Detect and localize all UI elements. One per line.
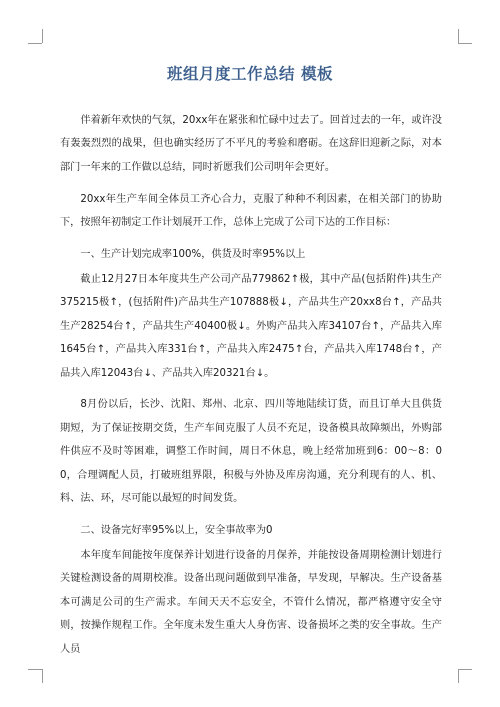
intro-paragraph: 伴着新年欢快的气氛，20xx年在紧张和忙碌中过去了。回首过去的一年，或许没有轰轰烈烈的战果，但也确实经历了不平凡的考验和磨砺。在这辞旧迎新之际，对本部门一年来的工作做以总结，同时祈愿我们公司明年会更好。: [60, 115, 442, 173]
crop-mark-top-right: [458, 29, 459, 43]
section-heading: 二、设备完好率95%以上，安全事故率为0: [80, 525, 273, 536]
summary-paragraph: 20xx年生产车间全体员工齐心合力，克服了种种不利因素，在相关部门的协助下，按照年初制定工作计划展开工作，总体上完成了公司下达的工作目标：: [60, 193, 442, 229]
equipment-paragraph: 本年度车间能按年度保养计划进行设备的月保养，并能按设备周期检测计划进行关键检测设备的周期校准。设备出现问题做到早准备，早发现，早解决。生产设备基本可满足公司的生产需求。车间天天不忘安全，不管什么情况，都严格遵守安全守则，按操作规程工作。全年度未发生重大人身伤害、设备损坏之类的安全事故。生产人员: [60, 549, 442, 655]
crop-mark-bottom-left: [28, 669, 42, 670]
section-heading: 一、生产计划完成率100%，供货及时率95%以上: [80, 249, 306, 261]
orders-paragraph: 8月份以后，长沙、沈阳、郑州、北京、四川等地陆续订货，而且订单大且供货期短，为了保证按期交货，生产车间克服了人员不充足，设备模具故障频出，外购部件供应不及时等困难，调整工作时间，周日不休息，晚上经常加班到6：00～8：00，合理调配人员，打破班组界限，积极与外协及库房沟通，充分利现有的人、机、料、法、环，尽可能以最短的时间发货。: [60, 399, 442, 505]
document-title: 班组月度工作总结 模板: [167, 65, 333, 83]
crop-mark-top-right: [458, 43, 472, 44]
crop-mark-bottom-right: [458, 669, 459, 683]
production-paragraph: 截止12月27日本年度共生产公司产品779862↑极，其中产品(包括附件)共生产375215极↑，(包括附件)产品共生产107888极↓，产品共生产20xx8台↑，产品共生产28254台↑，产品共生产40400极↓。外购产品共入库34107台↑，产品共入库1645台↑，产品共入库331台↑，产品共入库2475↑台，产品共入库1748台↑，产品共入库12043台↓、产品共入库20321台↓。: [60, 273, 442, 379]
crop-mark-bottom-right: [458, 669, 472, 670]
crop-mark-bottom-left: [42, 669, 43, 683]
crop-mark-top-left: [28, 43, 42, 44]
document-body: [60, 109, 442, 669]
crop-mark-top-left: [42, 29, 43, 43]
